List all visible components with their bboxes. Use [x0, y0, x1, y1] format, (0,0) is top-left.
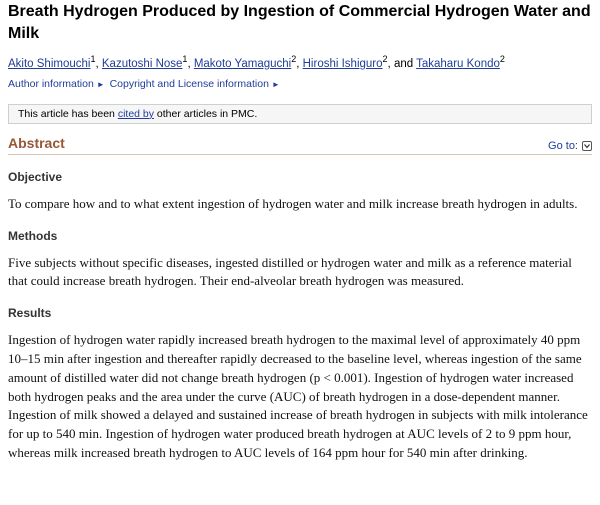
affiliation-sup: 1 — [90, 54, 96, 64]
copyright-license-label: Copyright and License information — [109, 77, 269, 90]
abstract-heading: Abstract — [8, 134, 65, 151]
section-text-results: Ingestion of hydrogen water rapidly increased breath hydrogen to the maximal level of approximately 40 ppm 10–15 min after ingestion and thereafter rapidly decreased to the baseline level, whereas ingestion of the same amount of distilled water did not change breath hydrogen (p < 0.001). Ingestion of hydrogen water increased both hydrogen peaks and the area under the curve (AUC) of breath hydrogen in a dose-dependent manner. Ingestion of milk showed a delayed and sustained increase of breath hydrogen in subjects with milk intolerance for up to 540 min. Ingestion of hydrogen water produced breath hydrogen at AUC levels of 2 to 9 ppm hour, whereas milk increased breath hydrogen to AUC levels of 164 ppm hour for 540 min after drinking. — [8, 332, 588, 460]
goto-menu[interactable] — [548, 140, 592, 152]
section-heading-results: Results — [8, 306, 52, 321]
info-links — [8, 77, 592, 92]
affiliation-sup: 2 — [382, 54, 388, 64]
article-page — [0, 1, 600, 463]
author-link[interactable]: Makoto Yamaguchi — [193, 57, 292, 70]
affiliation-sup: 2 — [291, 54, 297, 64]
author-list: Akito Shimouchi$^1$, Kazutoshi Nose$^1$, Makoto Yamaguchi$^2$, Hiroshi Ishiguro$^2$, and Takaharu Kondo$^2$ — [8, 54, 505, 70]
expand-arrow-icon: ► — [96, 79, 105, 89]
section-heading-objective: Objective — [8, 169, 63, 184]
cited-suffix: other articles in PMC. — [156, 107, 258, 120]
section-heading-methods: Methods — [8, 228, 58, 243]
affiliation-sup: 1 — [182, 54, 188, 64]
author-link[interactable]: Hiroshi Ishiguro — [302, 57, 383, 70]
author-information-link[interactable] — [8, 78, 105, 90]
cited-by-link[interactable]: cited by — [117, 107, 154, 120]
goto-label: Go to: — [548, 139, 578, 152]
author-information-label: Author information — [8, 77, 94, 90]
section-text-methods: Five subjects without specific diseases, ingested distilled or hydrogen water and milk as a reference material that could increase breath hydrogen. Their end-alveolar breath hydrogen was measured. — [8, 254, 572, 289]
author-link[interactable]: Kazutoshi Nose — [101, 57, 183, 70]
article-title: Breath Hydrogen Produced by Ingestion of Commercial Hydrogen Water and Milk — [8, 3, 591, 42]
chevron-down-icon[interactable] — [582, 141, 592, 151]
affiliation-sup: 2 — [499, 54, 505, 64]
copyright-license-link[interactable] — [110, 78, 280, 90]
authors-and: and — [393, 57, 414, 70]
cited-by-box — [8, 104, 592, 124]
section-text-objective: To compare how and to what extent ingestion of hydrogen water and milk increase breath hydrogen in adults. — [8, 195, 578, 211]
cited-prefix: This article has been — [18, 107, 115, 120]
expand-arrow-icon: ► — [271, 79, 280, 89]
author-link[interactable]: Akito Shimouchi — [8, 57, 91, 70]
abstract-header — [8, 134, 592, 155]
author-link[interactable]: Takaharu Kondo — [416, 57, 500, 70]
